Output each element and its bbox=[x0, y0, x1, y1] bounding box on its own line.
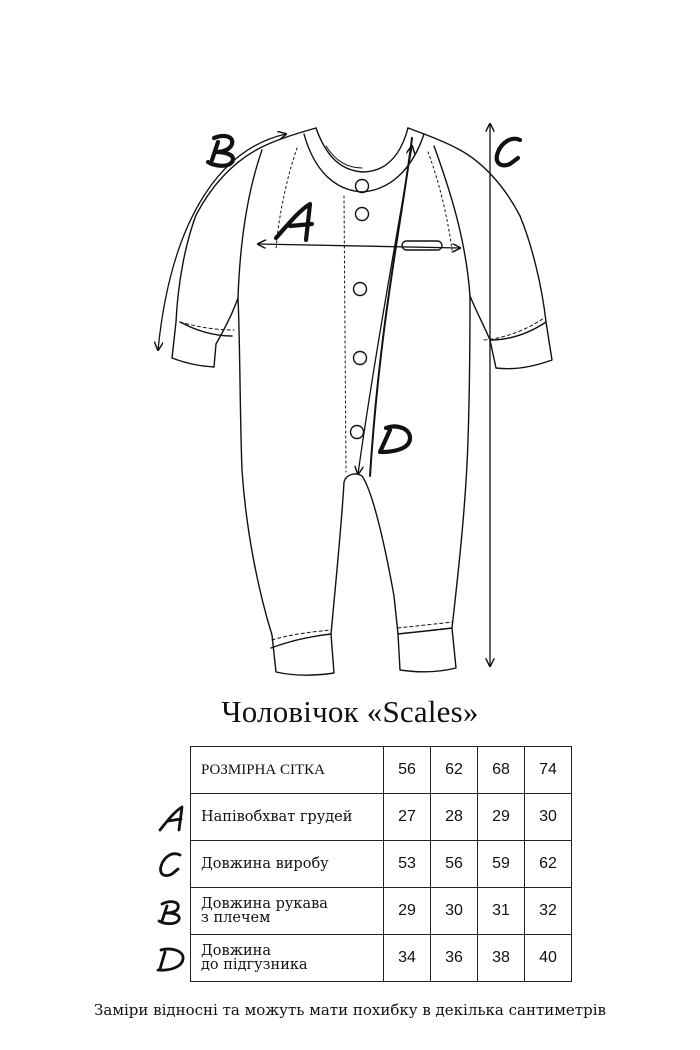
snap-button bbox=[354, 352, 367, 365]
measurement-label: Довжина рукава з плечем bbox=[191, 888, 384, 935]
size-header-cell: 62 bbox=[431, 747, 478, 794]
arrow-d-crotch bbox=[358, 146, 412, 474]
row-letter-d-icon bbox=[152, 941, 188, 977]
value-cell: 40 bbox=[525, 935, 572, 982]
body-outline bbox=[172, 128, 552, 675]
measurement-label: Довжина виробу bbox=[191, 841, 384, 888]
value-cell: 53 bbox=[384, 841, 431, 888]
value-cell: 29 bbox=[384, 888, 431, 935]
snap-button bbox=[356, 208, 369, 221]
leg-cuff-left bbox=[271, 634, 331, 648]
value-cell: 29 bbox=[478, 794, 525, 841]
value-cell: 28 bbox=[431, 794, 478, 841]
size-header-cell: 68 bbox=[478, 747, 525, 794]
table-header-row bbox=[191, 747, 572, 794]
table-row bbox=[191, 935, 572, 982]
raglan-seam-right bbox=[434, 146, 470, 296]
size-table bbox=[190, 746, 572, 982]
snap-button bbox=[354, 283, 367, 296]
arrow-a-chest bbox=[258, 244, 460, 248]
value-cell: 30 bbox=[431, 888, 478, 935]
size-header-cell: 74 bbox=[525, 747, 572, 794]
letter-b bbox=[208, 136, 233, 166]
letter-a bbox=[276, 204, 312, 240]
value-cell: 27 bbox=[384, 794, 431, 841]
size-header-cell: 56 bbox=[384, 747, 431, 794]
leg-cuff-right bbox=[398, 628, 452, 634]
zip-pocket bbox=[402, 241, 442, 250]
raglan-seam-left bbox=[238, 150, 262, 298]
size-chart-header: РОЗМІРНА СІТКА bbox=[191, 747, 384, 794]
letter-d bbox=[380, 426, 410, 452]
table-row bbox=[191, 794, 572, 841]
table-row bbox=[191, 841, 572, 888]
value-cell: 59 bbox=[478, 841, 525, 888]
letter-c bbox=[497, 139, 520, 166]
footnote: Заміри відносні та можуть мати похибку в декілька сантиметрів bbox=[94, 1001, 606, 1019]
value-cell: 34 bbox=[384, 935, 431, 982]
table-row bbox=[191, 888, 572, 935]
snap-button bbox=[351, 426, 364, 439]
row-letter-c-icon bbox=[152, 847, 188, 883]
measurement-label: Напівобхват грудей bbox=[191, 794, 384, 841]
collar bbox=[316, 128, 408, 172]
value-cell: 31 bbox=[478, 888, 525, 935]
value-cell: 32 bbox=[525, 888, 572, 935]
value-cell: 38 bbox=[478, 935, 525, 982]
value-cell: 36 bbox=[431, 935, 478, 982]
product-title: Чоловічок «Scales» bbox=[221, 694, 479, 729]
value-cell: 56 bbox=[431, 841, 478, 888]
snap-button bbox=[356, 180, 369, 193]
measurement-label: Довжина до підгузника bbox=[191, 935, 384, 982]
row-letter-a-icon bbox=[152, 800, 188, 836]
value-cell: 62 bbox=[525, 841, 572, 888]
value-cell: 30 bbox=[525, 794, 572, 841]
row-letter-b-icon bbox=[152, 894, 188, 930]
